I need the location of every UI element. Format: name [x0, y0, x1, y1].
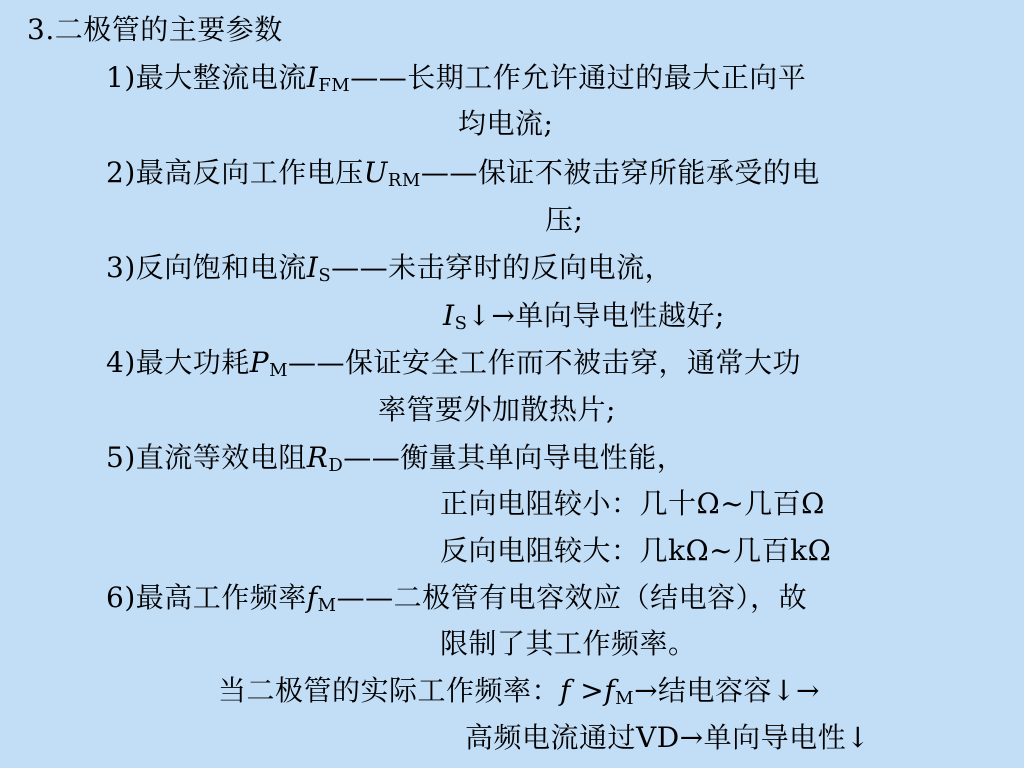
param-item-5	[106, 440, 685, 476]
param-subscript: S	[454, 313, 468, 334]
param-label: 1)最大整流电流	[106, 61, 307, 94]
continuation-text: 均电流;	[458, 107, 554, 140]
param-description: 未击穿时的反向电流，	[388, 251, 674, 284]
param-label: 3)反向饱和电流	[106, 251, 307, 284]
note-line-1	[218, 673, 820, 709]
note-operator: >	[570, 674, 605, 707]
param-item-5-continuation-1	[440, 486, 825, 522]
heading-text: 3.二极管的主要参数	[27, 13, 283, 46]
continuation-text: 率管要外加散热片;	[378, 393, 616, 426]
param-symbol: I	[306, 61, 319, 94]
param-item-5-continuation-2	[440, 533, 831, 569]
param-item-6-continuation	[440, 626, 697, 662]
param-symbol: f	[306, 581, 318, 614]
param-subscript: M	[269, 360, 289, 381]
continuation-text: 压;	[545, 203, 584, 236]
note-symbol: f	[560, 674, 571, 707]
param-label: 5)直流等效电阻	[106, 441, 307, 474]
param-subscript: FM	[318, 75, 351, 96]
param-label: 2)最高反向工作电压	[106, 156, 364, 189]
param-description: 二极管有电容效应（结电容），故	[393, 581, 808, 614]
dash: ——	[420, 156, 478, 189]
note-line-2	[465, 720, 870, 756]
dash: ——	[343, 441, 401, 474]
continuation-text: ↓→单向导电性越好;	[467, 299, 725, 332]
param-symbol: I	[306, 251, 319, 284]
param-description: 衡量其单向导电性能，	[400, 441, 686, 474]
param-description: 保证不被击穿所能承受的电	[477, 156, 820, 189]
param-symbol: I	[443, 299, 455, 332]
param-subscript: S	[318, 265, 332, 286]
param-item-2-continuation	[545, 202, 583, 238]
param-label: 6)最高工作频率	[106, 581, 307, 614]
param-item-2	[106, 155, 820, 191]
param-description: 长期工作允许通过的最大正向平	[407, 61, 807, 94]
dash: ——	[288, 346, 346, 379]
param-symbol: U	[363, 156, 388, 189]
param-symbol: P	[249, 346, 270, 379]
param-item-1-continuation	[458, 106, 553, 142]
param-item-3-continuation	[443, 298, 725, 334]
note-subscript: M	[615, 688, 635, 709]
continuation-text: 限制了其工作频率。	[440, 627, 697, 660]
dash: ——	[336, 581, 394, 614]
param-item-1	[106, 60, 806, 96]
dash: ——	[331, 251, 389, 284]
param-item-3	[106, 250, 673, 286]
param-symbol: R	[306, 441, 329, 474]
note-text: →结电容容↓→	[634, 674, 820, 707]
continuation-text: 正向电阻较小：几十Ω~几百Ω	[440, 487, 825, 520]
param-item-4-continuation	[378, 392, 616, 428]
dash: ——	[350, 61, 408, 94]
param-subscript: M	[317, 595, 337, 616]
param-item-6	[106, 580, 807, 616]
param-subscript: D	[328, 455, 344, 476]
param-description: 保证安全工作而不被击穿，通常大功	[345, 346, 802, 379]
note-text: 高频电流通过VD→单向导电性↓	[465, 721, 871, 754]
slide-heading	[27, 12, 283, 48]
param-item-4	[106, 345, 801, 381]
note-symbol: f	[604, 674, 616, 707]
param-label: 4)最大功耗	[106, 346, 250, 379]
continuation-text: 反向电阻较大：几kΩ~几百kΩ	[440, 534, 832, 567]
param-subscript: RM	[387, 170, 421, 191]
note-text: 当二极管的实际工作频率：	[218, 674, 561, 707]
